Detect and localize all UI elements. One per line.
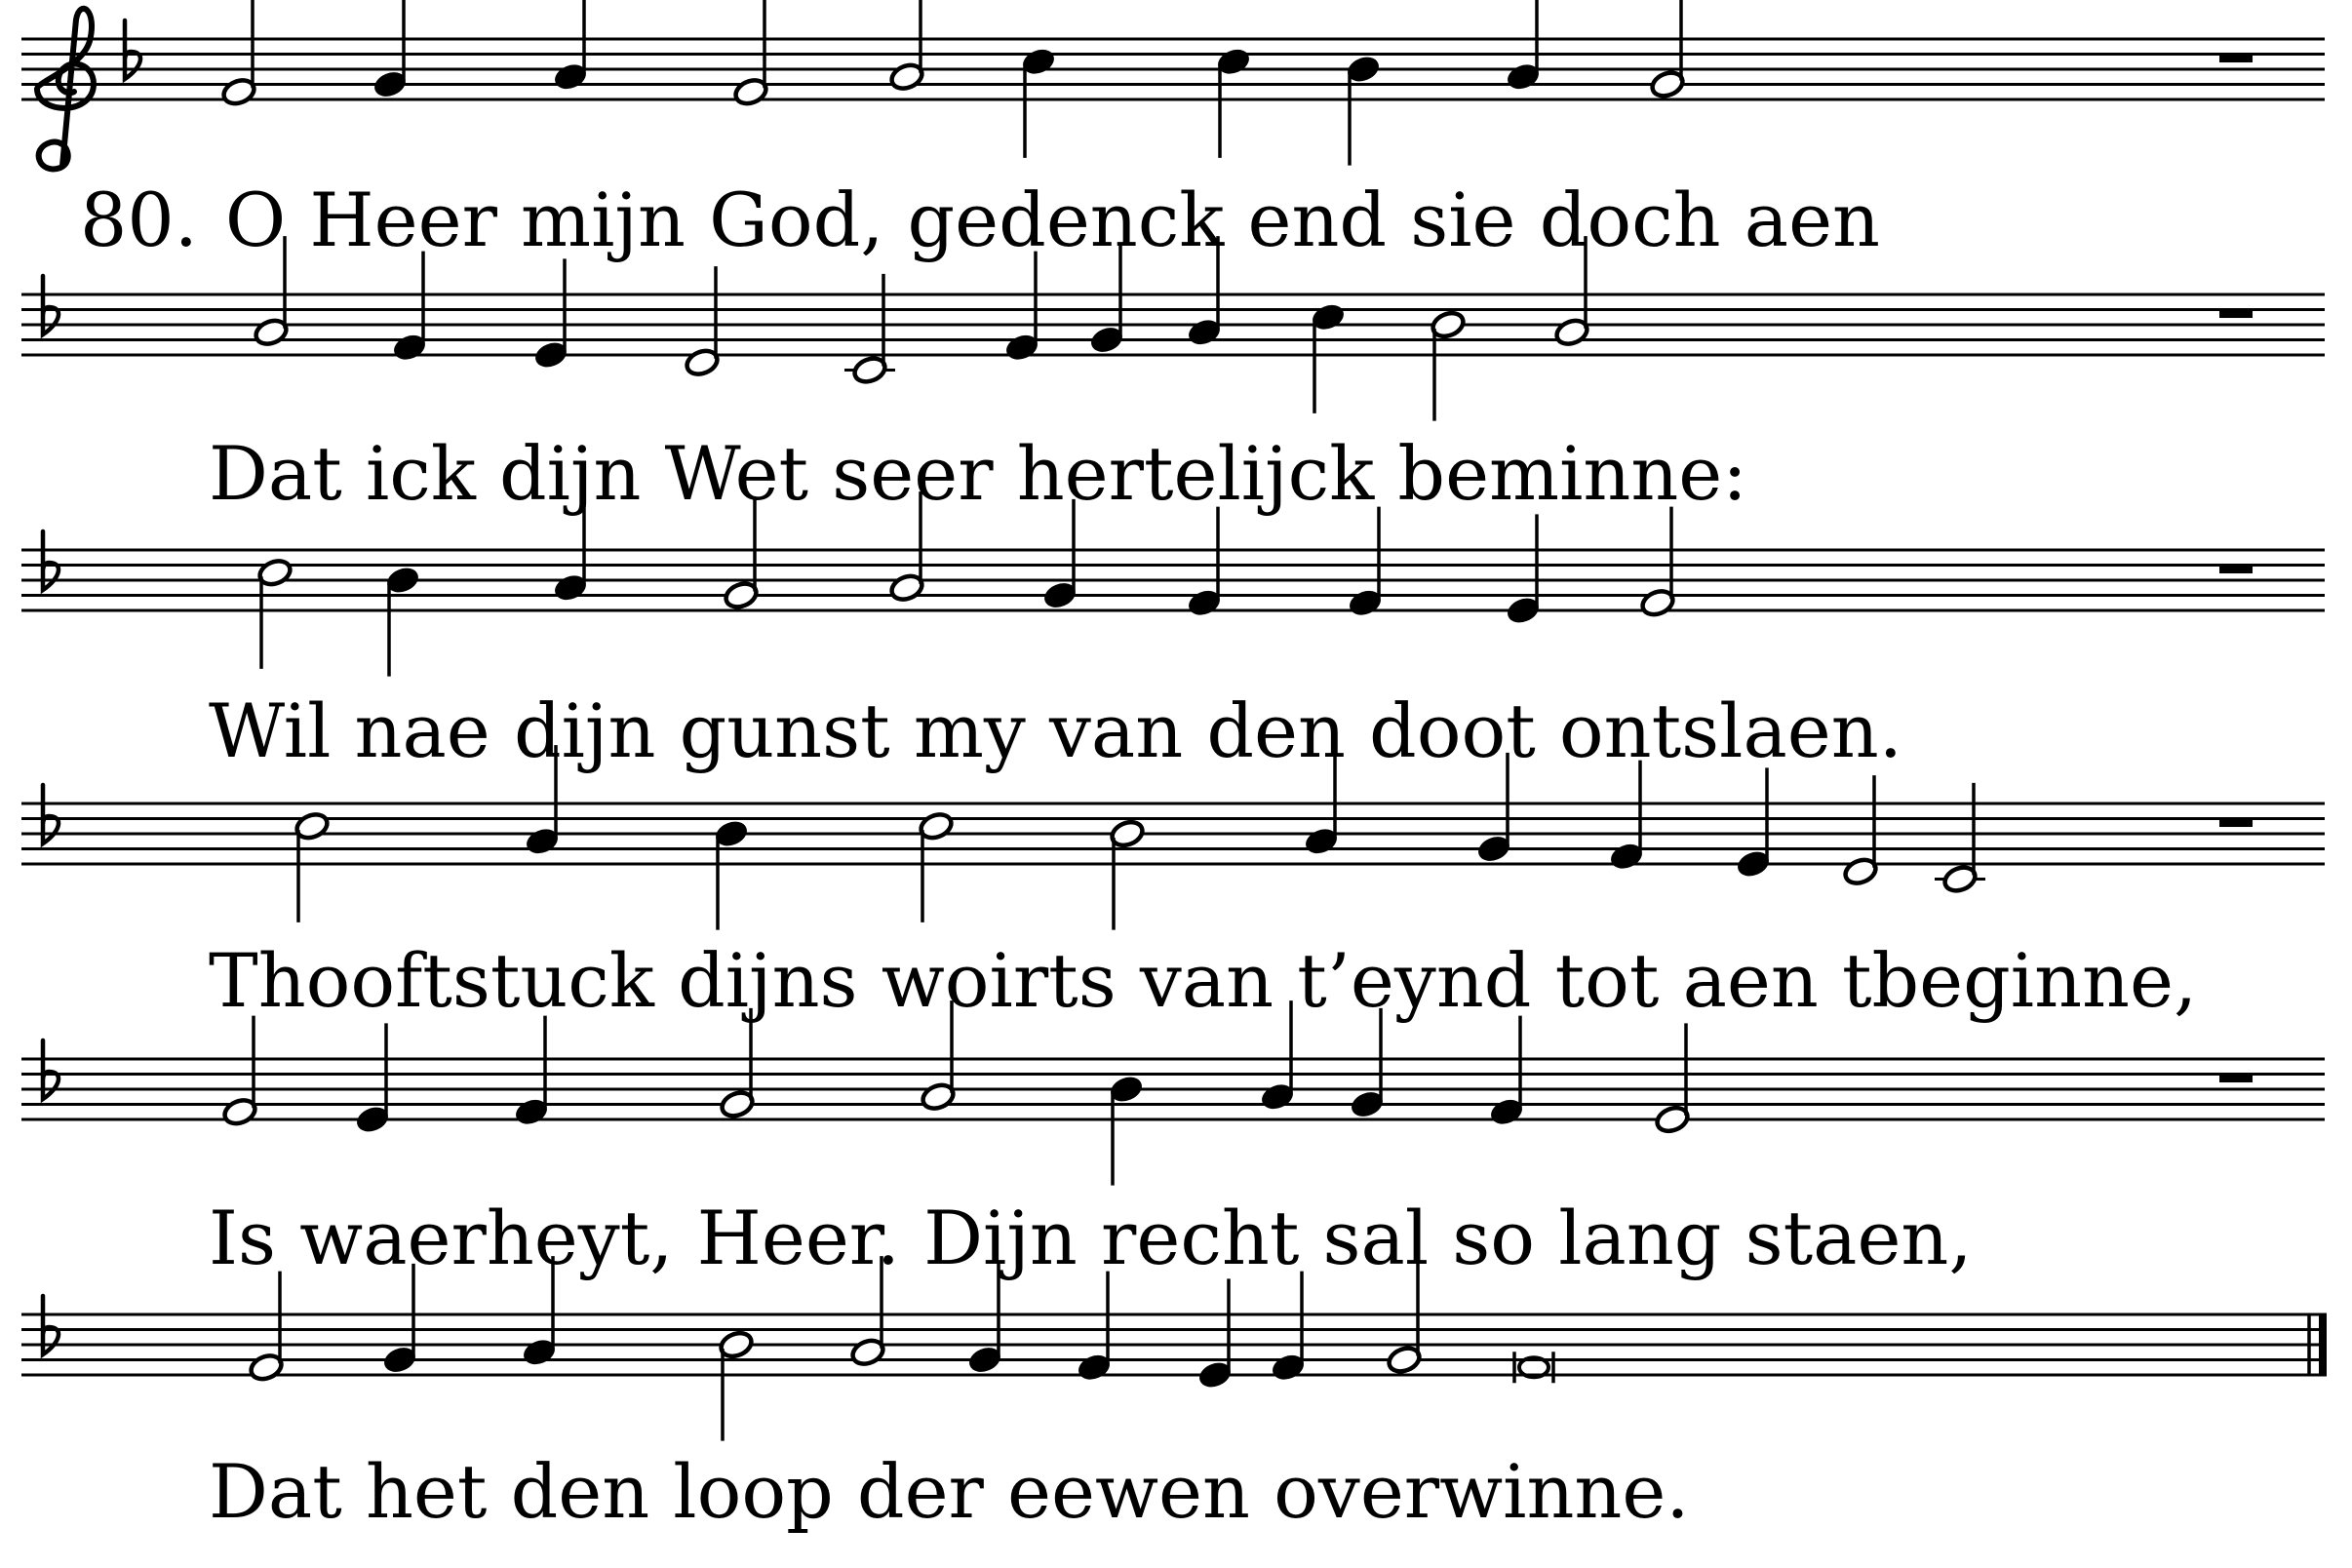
hymn-number: 80. (80, 176, 198, 263)
lyric-text-6: Dat het den loop der eewen overwinne. (209, 1448, 1690, 1535)
half-note (256, 557, 294, 669)
half-note (719, 1008, 756, 1120)
staff-lines (21, 294, 2325, 355)
quarter-note (1505, 0, 1542, 93)
rest-icon (2219, 1075, 2253, 1083)
quarter-note (513, 1016, 550, 1128)
lyric-text-5: Is waerheyt, Heer. Dijn recht sal so lang staen, (209, 1195, 1973, 1281)
quarter-note (1505, 514, 1542, 626)
quarter-note (1349, 1008, 1386, 1120)
quarter-note (1003, 252, 1040, 364)
lyric-text-3: Wil nae dijn gunst my van den doot ontslaen. (209, 687, 1902, 774)
lyric-line-4 (209, 937, 2198, 1024)
lyric-text-1: O Heer mijn God, gedenck end sie doch aen (224, 176, 1880, 263)
quarter-note (1270, 1272, 1307, 1384)
quarter-note (1215, 46, 1252, 158)
lyric-text-4: Thooftstuck dijns woirts van t’eynd tot aen tbeginne, (209, 937, 2198, 1024)
quarter-note (713, 818, 750, 930)
quarter-note (1108, 1074, 1145, 1186)
breve-note (1514, 1352, 1553, 1383)
rest-icon (2219, 819, 2253, 828)
quarter-note (1076, 1272, 1113, 1384)
quarter-note (1488, 1016, 1525, 1128)
staff-system-1 (21, 0, 2325, 169)
half-note (888, 0, 925, 93)
quarter-note (1735, 767, 1772, 880)
staff-system-5 (21, 1000, 2325, 1186)
half-note (1649, 0, 1686, 100)
lyric-line-5 (209, 1195, 1973, 1281)
half-note (1430, 309, 1467, 421)
lyric-line-1 (80, 176, 1880, 263)
rest-icon (2219, 566, 2253, 574)
half-note (294, 810, 331, 922)
quarter-note (1310, 301, 1347, 413)
half-note (844, 274, 895, 386)
half-note (1935, 783, 1985, 895)
quarter-note (384, 565, 421, 677)
treble-clef-icon (37, 9, 94, 170)
quarter-note (372, 0, 409, 100)
staff-lines (21, 804, 2325, 864)
half-note (1639, 507, 1676, 619)
staff-lines (21, 550, 2325, 610)
staff-system-6 (21, 1256, 2327, 1441)
half-note (248, 1272, 285, 1384)
quarter-note (1186, 507, 1223, 619)
half-note (1654, 1023, 1691, 1135)
lyric-line-2 (209, 430, 1747, 517)
staff-system-3 (21, 491, 2325, 677)
quarter-note (1196, 1278, 1234, 1391)
quarter-note (1345, 54, 1382, 166)
rest-icon (2219, 310, 2253, 319)
staff-system-2 (21, 236, 2325, 421)
lyric-line-3 (209, 687, 1902, 774)
half-note (221, 1016, 258, 1128)
half-note (1842, 775, 1879, 887)
rest-icon (2219, 55, 2253, 63)
quarter-note (532, 258, 569, 371)
half-note (1109, 818, 1146, 930)
quarter-note (1347, 507, 1384, 619)
half-note (918, 810, 955, 922)
quarter-note (391, 252, 428, 364)
lyric-text-2: Dat ick dijn Wet seer hertelijck beminne: (209, 430, 1747, 517)
thick-barline (2319, 1314, 2327, 1375)
lyric-line-6 (209, 1448, 1690, 1535)
quarter-note (354, 1023, 391, 1135)
half-note (684, 266, 721, 378)
quarter-note (552, 0, 589, 93)
quarter-note (1020, 46, 1057, 158)
staff-lines (21, 1314, 2327, 1375)
staff-lines (21, 39, 2325, 99)
half-note (718, 1329, 755, 1441)
quarter-note (1608, 761, 1645, 873)
